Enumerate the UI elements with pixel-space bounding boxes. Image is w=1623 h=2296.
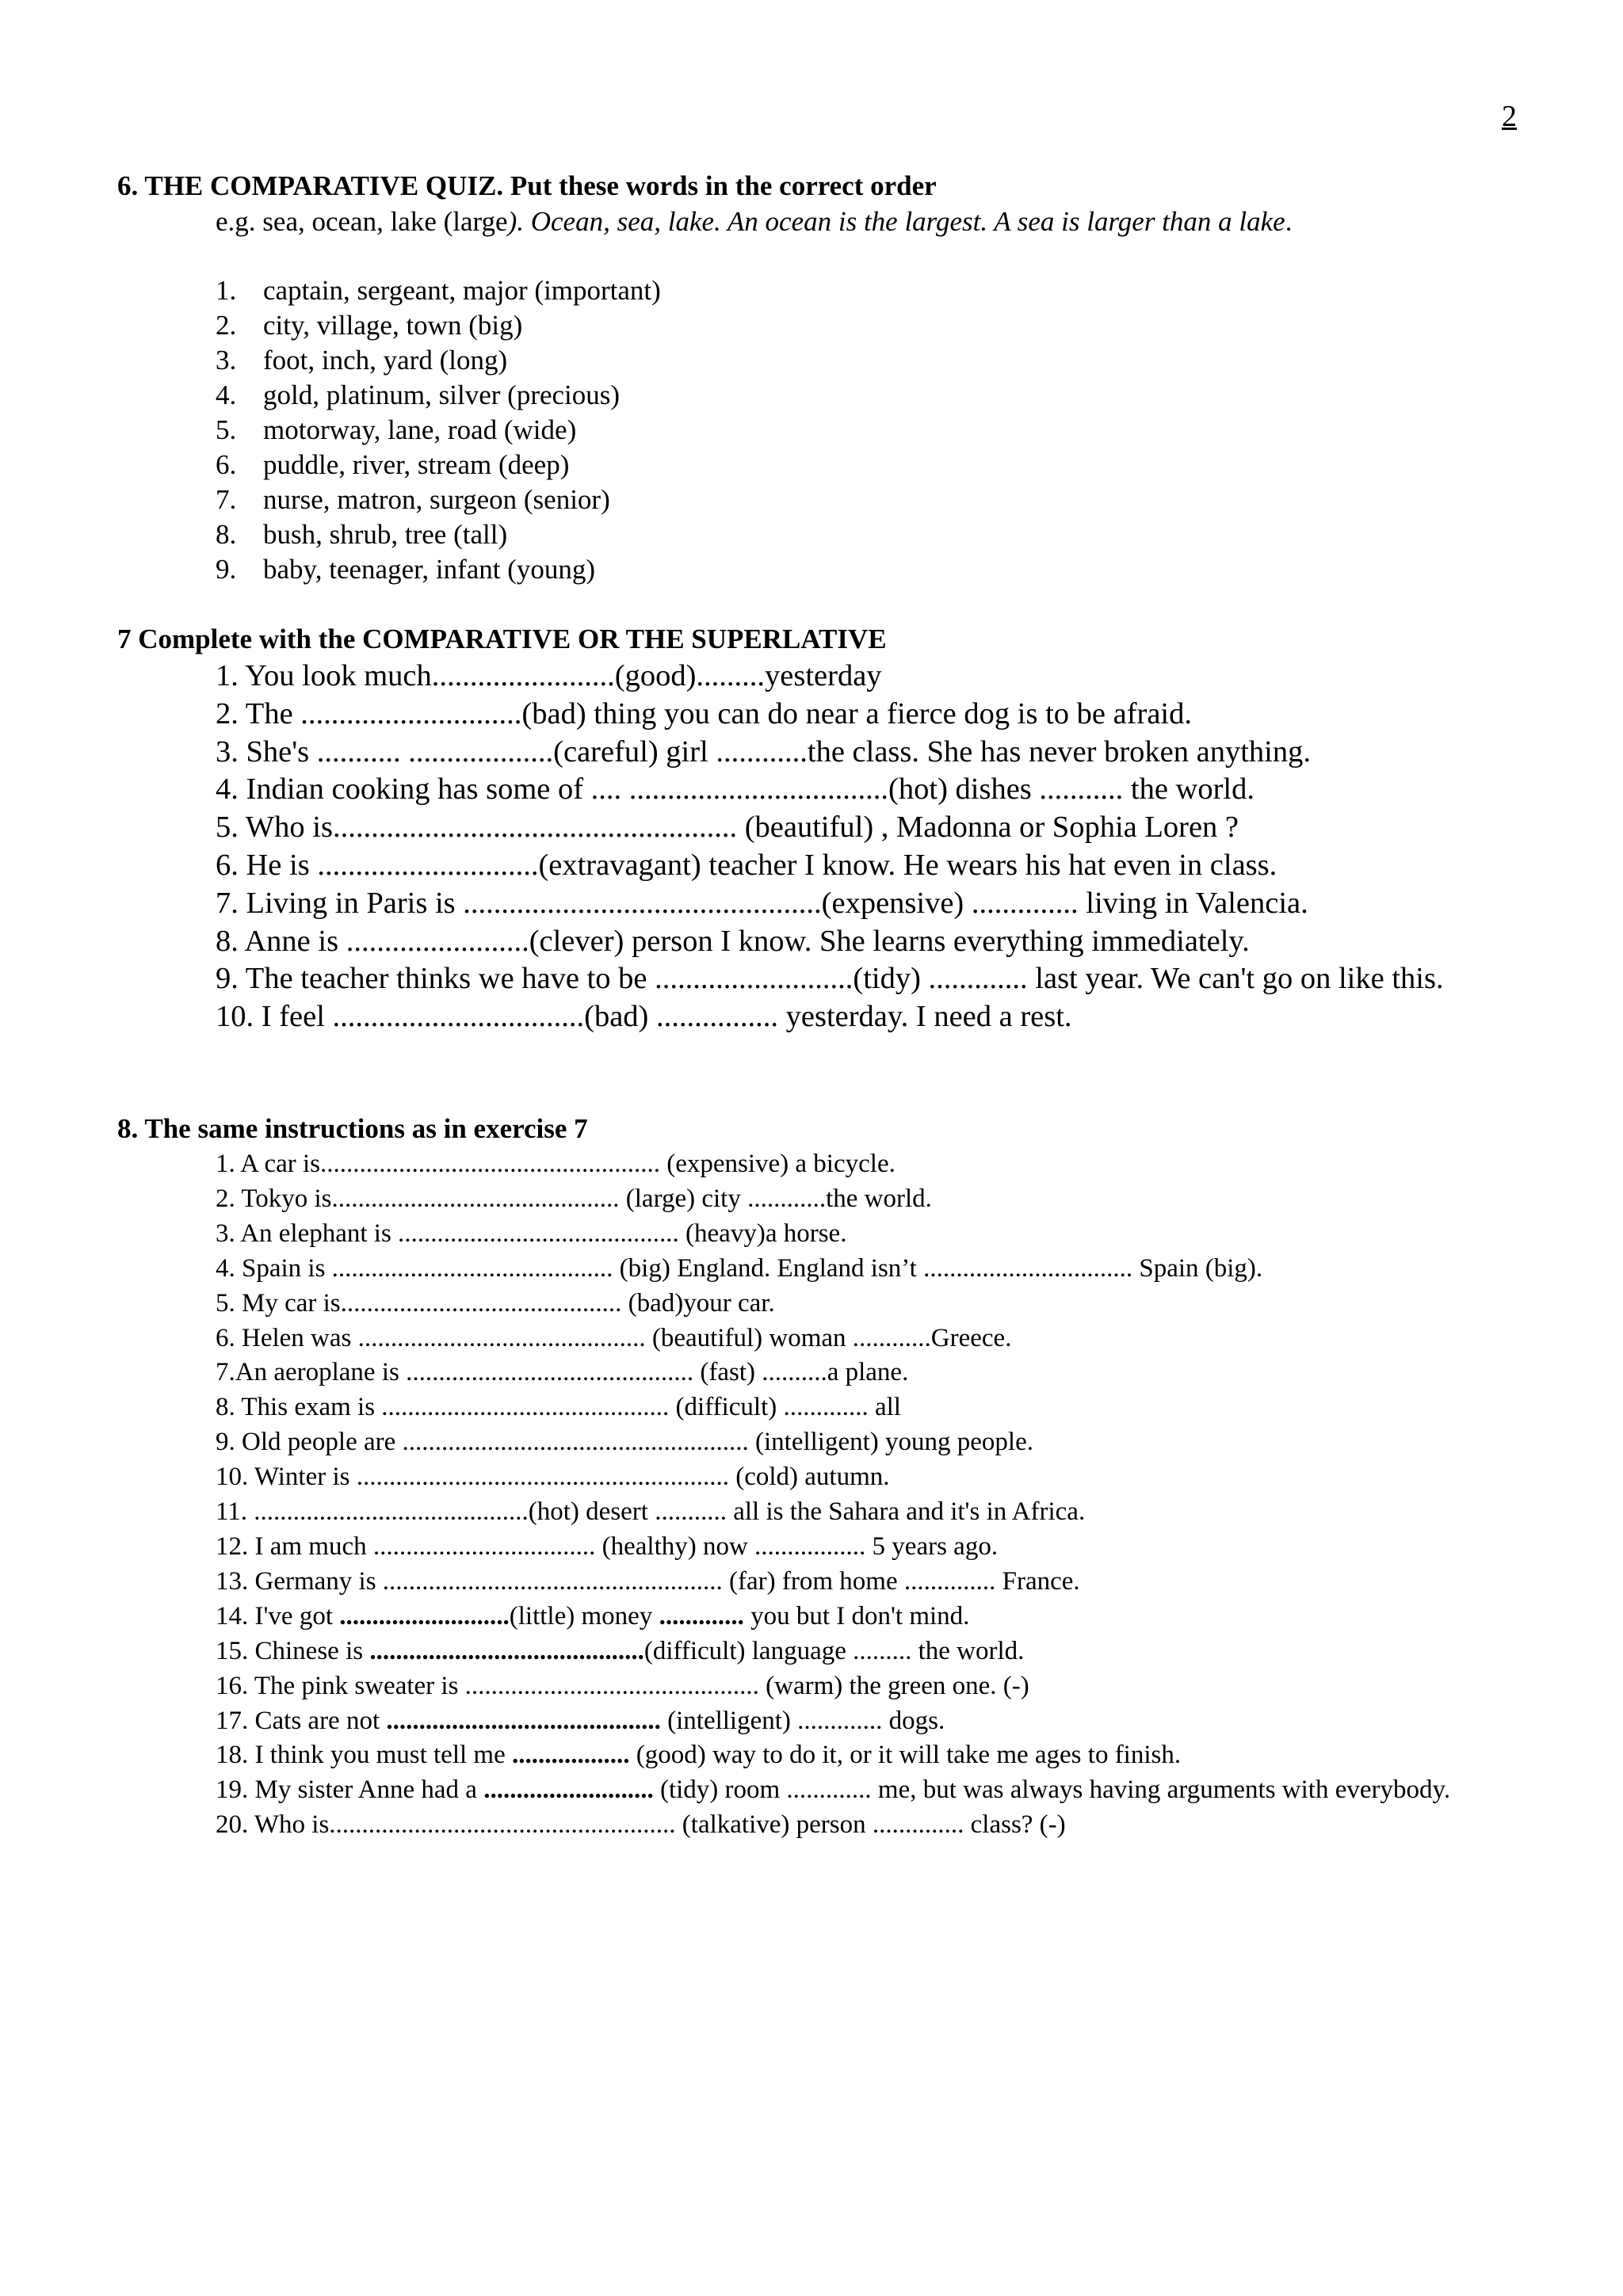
list-item [216,1356,1523,1390]
list-item [216,1182,1523,1217]
list-item [216,1495,1523,1530]
list-item: 3. She's ........... ...................(careful) girl ............the class. She has never broken anything. [216,734,1311,769]
list-item [216,1252,1523,1287]
item-number: 8. [216,519,237,550]
exercise-7-list [216,658,1515,1036]
item-text: foot, inch, yard (long) [263,345,508,376]
item-number: 1. [216,275,237,306]
list-item [216,1217,1523,1252]
item-number: 3. [216,345,237,376]
item-text: 2. Tokyo is............................................ (large) city ............the world. [216,1184,932,1213]
exercise-6-example [216,206,1292,238]
exercise-8-list [216,1147,1523,1843]
item-text: 11. ..........................................(hot) desert ........... all is the Sahara and it's in Africa. [216,1497,1086,1527]
item-text: 3. An elephant is ........................................... (heavy)a horse. [216,1219,847,1248]
list-item [216,1704,1523,1739]
item-text: bush, shrub, tree (tall) [263,519,508,550]
exercise-8-title: 8. The same instructions as in exercise 7 [117,1113,588,1144]
list-item [216,413,661,448]
item-text: 20. Who is..................................................... (talkative) person .............. class? (-) [216,1810,1066,1840]
list-item [216,1287,1523,1322]
list-item [216,517,661,552]
item-text: 16. The pink sweater is ............................................. (warm) the green one. (-) [216,1671,1029,1700]
item-text: puddle, river, stream (deep) [263,449,570,480]
item-number: 7. [216,484,237,515]
item-text: (tidy) room ............. me, but was always having arguments with everybody. [653,1775,1451,1805]
item-number: 6. [216,449,237,480]
bold-blank: .......................... [339,1601,510,1630]
item-number: 2. [216,310,237,341]
list-item [216,1600,1523,1634]
list-item [216,273,661,308]
item-text: 7.An aeroplane is ............................................ (fast) ..........a plane. [216,1358,909,1387]
item-text: 14. I've got [216,1601,340,1630]
list-item [216,1460,1523,1495]
list-item [216,1808,1523,1843]
item-text: 10. Winter is ......................................................... (cold) autumn. [216,1463,890,1492]
item-text: 12. I am much .................................. (healthy) now ................. 5 years ago. [216,1531,999,1561]
list-item [216,1669,1523,1704]
bold-blank: .......................................... [386,1706,661,1735]
list-item [216,552,661,587]
list-item [216,1530,1523,1565]
list-item [216,1738,1523,1773]
list-item: 8. Anne is ........................(clever) person I know. She learns everything immediately. [216,924,1250,958]
item-text: gold, platinum, silver (precious) [263,379,621,410]
item-text: 13. Germany is .................................................... (far) from home .............. France. [216,1566,1080,1596]
item-text: 19. My sister Anne had a [216,1775,484,1805]
list-item [216,343,661,378]
list-item: 7. Living in Paris is ...............................................(expensive) .............. living in Valencia. [216,886,1308,920]
bold-blank: .................. [511,1741,630,1770]
list-item: 1. You look much........................(good).........yesterday [216,659,882,692]
item-text: 8. This exam is ............................................ (difficult) ............. all [216,1393,901,1422]
item-number: 9. [216,554,237,585]
item-text: baby, teenager, infant (young) [263,554,596,585]
example-end: . [1285,206,1293,237]
item-text: (intelligent) ............. dogs. [660,1706,945,1735]
item-text: you but I don't mind. [743,1601,970,1630]
item-text: 9. Old people are ..................................................... (intelligent) young people. [216,1428,1033,1457]
list-item: 2. The .............................(bad) thing you can do near a fierce dog is to be afraid. [216,696,1192,730]
list-item [216,1390,1523,1425]
list-item: 9. The teacher thinks we have to be ..........................(tidy) ............. last year. We can't go on like this. [216,962,1444,996]
list-item [216,482,661,517]
item-text: (difficult) language ......... the world. [643,1636,1025,1665]
list-item: 10. I feel .................................(bad) ................ yesterday. I need a rest. [216,1000,1072,1034]
list-item [216,1565,1523,1600]
item-text: 15. Chinese is [216,1636,370,1665]
list-item [216,448,661,482]
item-text: city, village, town (big) [263,310,523,341]
page-number: 2 [1502,100,1517,133]
item-text: 4. Spain is ........................................... (big) England. England isn’t ................................ Spain (big). [216,1253,1263,1283]
list-item: 5. Who is..................................................... (beautiful) , Madonna or Sophia Loren ? [216,810,1239,845]
example-plain: e.g. sea, ocean, lake (large [216,206,508,237]
item-text: motorway, lane, road (wide) [263,414,577,445]
item-text: 18. I think you must tell me [216,1741,512,1770]
list-item: 6. He is .............................(extravagant) teacher I know. He wears his hat even in class. [216,848,1277,882]
item-text: (little) money [509,1601,659,1630]
item-text: 1. A car is.................................................... (expensive) a bicycle. [216,1150,896,1178]
list-item [216,1425,1523,1460]
item-text: 5. My car is........................................... (bad)your car. [216,1288,775,1318]
list-item: 4. Indian cooking has some of .... ..................................(hot) dishes ........... the world. [216,772,1254,807]
item-text: 6. Helen was ............................................ (beautiful) woman ............Greece. [216,1323,1012,1352]
item-text: captain, sergeant, major (important) [263,275,661,306]
exercise-6-title: 6. THE COMPARATIVE QUIZ. Put these words in the correct order [117,170,937,201]
item-number: 4. [216,379,237,410]
exercise-7-title: 7 Complete with the COMPARATIVE OR THE SUPERLATIVE [117,624,887,654]
bold-blank: .......................... [483,1775,654,1805]
item-text: 17. Cats are not [216,1706,387,1735]
example-italic: ). Ocean, sea, lake. An ocean is the largest. A sea is larger than a lake [507,206,1285,237]
list-item [216,1634,1523,1669]
bold-blank: .......................................... [369,1636,644,1665]
list-item [216,378,661,413]
item-text: (good) way to do it, or it will take me ages to finish. [629,1741,1182,1770]
exercise-6-list [216,273,661,587]
list-item [216,1773,1523,1808]
item-text: nurse, matron, surgeon (senior) [263,484,610,515]
list-item [216,1322,1523,1356]
bold-blank: ............. [659,1601,744,1630]
list-item [216,1147,1523,1182]
list-item [216,308,661,343]
item-number: 5. [216,414,237,445]
